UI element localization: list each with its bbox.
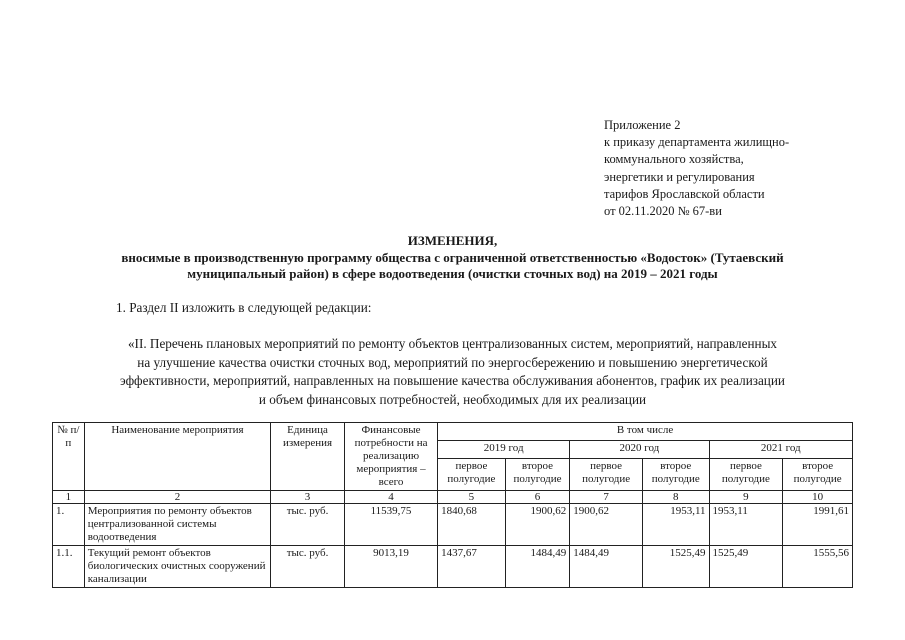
header-num: № п/п	[53, 423, 85, 491]
row-num: 1.1.	[53, 546, 85, 588]
title-line: муниципальный район) в сфере водоотведения (очистки сточных вод) на 2019 – 2021 годы	[187, 266, 718, 281]
appendix-block	[604, 117, 864, 220]
row-value: 1484,49	[505, 546, 570, 588]
row-value: 1484,49	[570, 546, 643, 588]
header-first-half: первое полугодие	[709, 458, 783, 490]
title-main: ИЗМЕНЕНИЯ,	[407, 233, 498, 248]
column-number: 4	[344, 491, 437, 504]
column-number: 6	[505, 491, 570, 504]
row-value: 1953,11	[709, 504, 783, 546]
row-value: 1555,56	[783, 546, 853, 588]
column-number: 1	[53, 491, 85, 504]
section-title-line: «II. Перечень плановых мероприятий по ремонту объектов централизованных систем, мероприятий, направленных	[127, 336, 778, 351]
appendix-line: коммунального хозяйства,	[604, 152, 744, 167]
appendix-line: к приказу департамента жилищно-	[604, 135, 790, 150]
section-title-line: эффективности, мероприятий, направленных на повышение качества обслуживания абонентов, график их реализации	[120, 373, 785, 388]
column-number: 7	[570, 491, 643, 504]
row-name: Текущий ремонт объектов биологических очистных сооружений канализации	[84, 546, 270, 588]
column-number: 8	[642, 491, 709, 504]
document-title	[0, 233, 905, 283]
section-instruction: 1. Раздел II изложить в следующей редакции:	[116, 300, 372, 315]
column-numbers-row	[53, 491, 853, 504]
row-total: 11539,75	[344, 504, 437, 546]
column-number: 2	[84, 491, 270, 504]
table-row	[53, 504, 853, 546]
header-row	[53, 423, 853, 441]
column-number: 10	[783, 491, 853, 504]
header-name: Наименование мероприятия	[84, 423, 270, 491]
column-number: 3	[271, 491, 345, 504]
row-value: 1900,62	[570, 504, 643, 546]
row-unit: тыс. руб.	[271, 504, 345, 546]
row-unit: тыс. руб.	[271, 546, 345, 588]
header-year: 2021 год	[709, 440, 852, 458]
row-name: Мероприятия по ремонту объектов централизованной системы водоотведения	[84, 504, 270, 546]
row-num: 1.	[53, 504, 85, 546]
header-finance: Финансовые потребности на реализацию мероприятия – всего	[344, 423, 437, 491]
row-value: 1953,11	[642, 504, 709, 546]
row-total: 9013,19	[344, 546, 437, 588]
header-second-half: второе полугодие	[783, 458, 853, 490]
section-title-line: и объем финансовых потребностей, необходимых для их реализации	[258, 391, 647, 407]
appendix-line: от 02.11.2020 № 67-ви	[604, 204, 722, 219]
header-unit: Единица измерения	[271, 423, 345, 491]
table-row	[53, 546, 853, 588]
appendix-line: энергетики и регулирования	[604, 169, 755, 184]
header-first-half: первое полугодие	[570, 458, 643, 490]
section-title-line: на улучшение качества очистки сточных вод, мероприятий по энергосбережению и повышению энергетической	[137, 354, 768, 370]
row-value: 1900,62	[505, 504, 570, 546]
row-value: 1840,68	[438, 504, 506, 546]
header-year: 2020 год	[570, 440, 709, 458]
header-first-half: первое полугодие	[438, 458, 506, 490]
header-second-half: второе полугодие	[642, 458, 709, 490]
header-year: 2019 год	[438, 440, 570, 458]
title-line: вносимые в производственную программу общества с ограниченной ответственностью «Водосток» (Тутаевский	[121, 249, 784, 265]
row-value: 1437,67	[438, 546, 506, 588]
row-value: 1525,49	[642, 546, 709, 588]
section-title	[0, 335, 905, 409]
row-value: 1991,61	[783, 504, 853, 546]
column-number: 9	[709, 491, 783, 504]
plan-table	[52, 422, 853, 588]
header-second-half: второе полугодие	[505, 458, 570, 490]
appendix-line: тарифов Ярославской области	[604, 186, 765, 201]
appendix-line: Приложение 2	[604, 118, 681, 132]
header-including: В том числе	[438, 423, 853, 441]
row-value: 1525,49	[709, 546, 783, 588]
column-number: 5	[438, 491, 506, 504]
